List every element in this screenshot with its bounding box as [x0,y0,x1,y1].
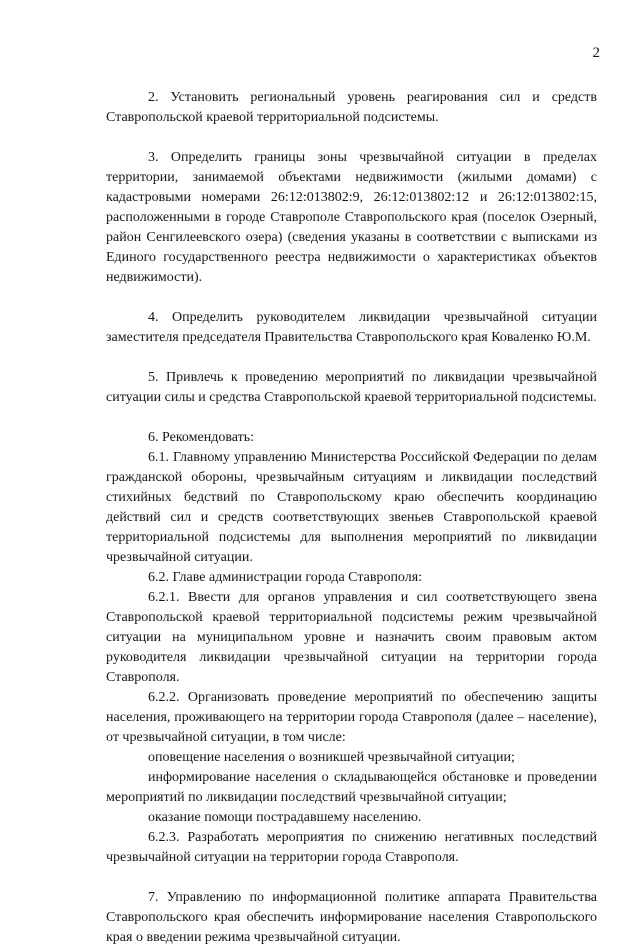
paragraph-p6-2-2a: оповещение населения о возникшей чрезвычайной ситуации; [148,750,515,765]
paragraph-p6-2-2c: оказание помощи пострадавшему населению. [148,810,422,825]
paragraph-p5: 5. Привлечь к проведению мероприятий по ликвидации чрезвычайной ситуации силы и средства Ставропольской краевой территориальной подсистемы. [106,370,597,405]
paragraph-p6-2-1: 6.2.1. Ввести для органов управления и сил соответствующего звена Ставропольской краевой территориальной подсистемы режим чрезвычайной ситуации на муниципальном уровне и назначить своим правовым актом руководителя ликвидации чрезвычайной ситуации на территории города Ставрополя. [106,590,597,685]
paragraph-p6-2: 6.2. Главе администрации города Ставрополя: [148,570,423,585]
document-body [106,88,597,948]
paragraph-p2: 2. Установить региональный уровень реагирования сил и средств Ставропольской краевой территориальной подсистемы. [106,90,597,125]
paragraph-p6-2-2b: информирование населения о складывающейся обстановке и проведении мероприятий по ликвидации последствий чрезвычайной ситуации; [106,770,597,805]
paragraph-p6: 6. Рекомендовать: [148,430,254,445]
paragraph-p4: 4. Определить руководителем ликвидации чрезвычайной ситуации заместителя председателя Правительства Ставропольского края Коваленко Ю.М. [106,310,597,345]
page-number: 2 [592,45,600,61]
paragraph-p6-2-3: 6.2.3. Разработать мероприятия по снижению негативных последствий чрезвычайной ситуации на территории города Ставрополя. [106,830,597,865]
paragraph-p7: 7. Управлению по информационной политике аппарата Правительства Ставропольского края обеспечить информирование населения Ставропольского края о введении режима чрезвычайной ситуации. [106,890,597,945]
paragraph-p6-2-2: 6.2.2. Организовать проведение мероприятий по обеспечению защиты населения, проживающего на территории города Ставрополя (далее – население), от чрезвычайной ситуации, в том числе: [106,690,597,745]
paragraph-p6-1: 6.1. Главному управлению Министерства Российской Федерации по делам гражданской обороны, чрезвычайным ситуациям и ликвидации последствий стихийных бедствий по Ставропольскому краю обеспечить координацию действий сил и средств соответствующих звеньев Ставропольской краевой территориальной подсистемы для выполнения мероприятий по ликвидации чрезвычайной ситуации. [106,450,597,565]
paragraph-p3: 3. Определить границы зоны чрезвычайной ситуации в пределах территории, занимаемой объектами недвижимости (жилыми домами) с кадастровыми номерами 26:12:013802:9, 26:12:013802:12 и 26:12:013802:15, расположенными в городе Ставрополе Ставропольского края (поселок Озерный, район Сенгилеевского озера) (сведения указаны в соответствии с выписками из Единого государственного реестра недвижимости о характеристиках объектов недвижимости). [106,150,597,285]
